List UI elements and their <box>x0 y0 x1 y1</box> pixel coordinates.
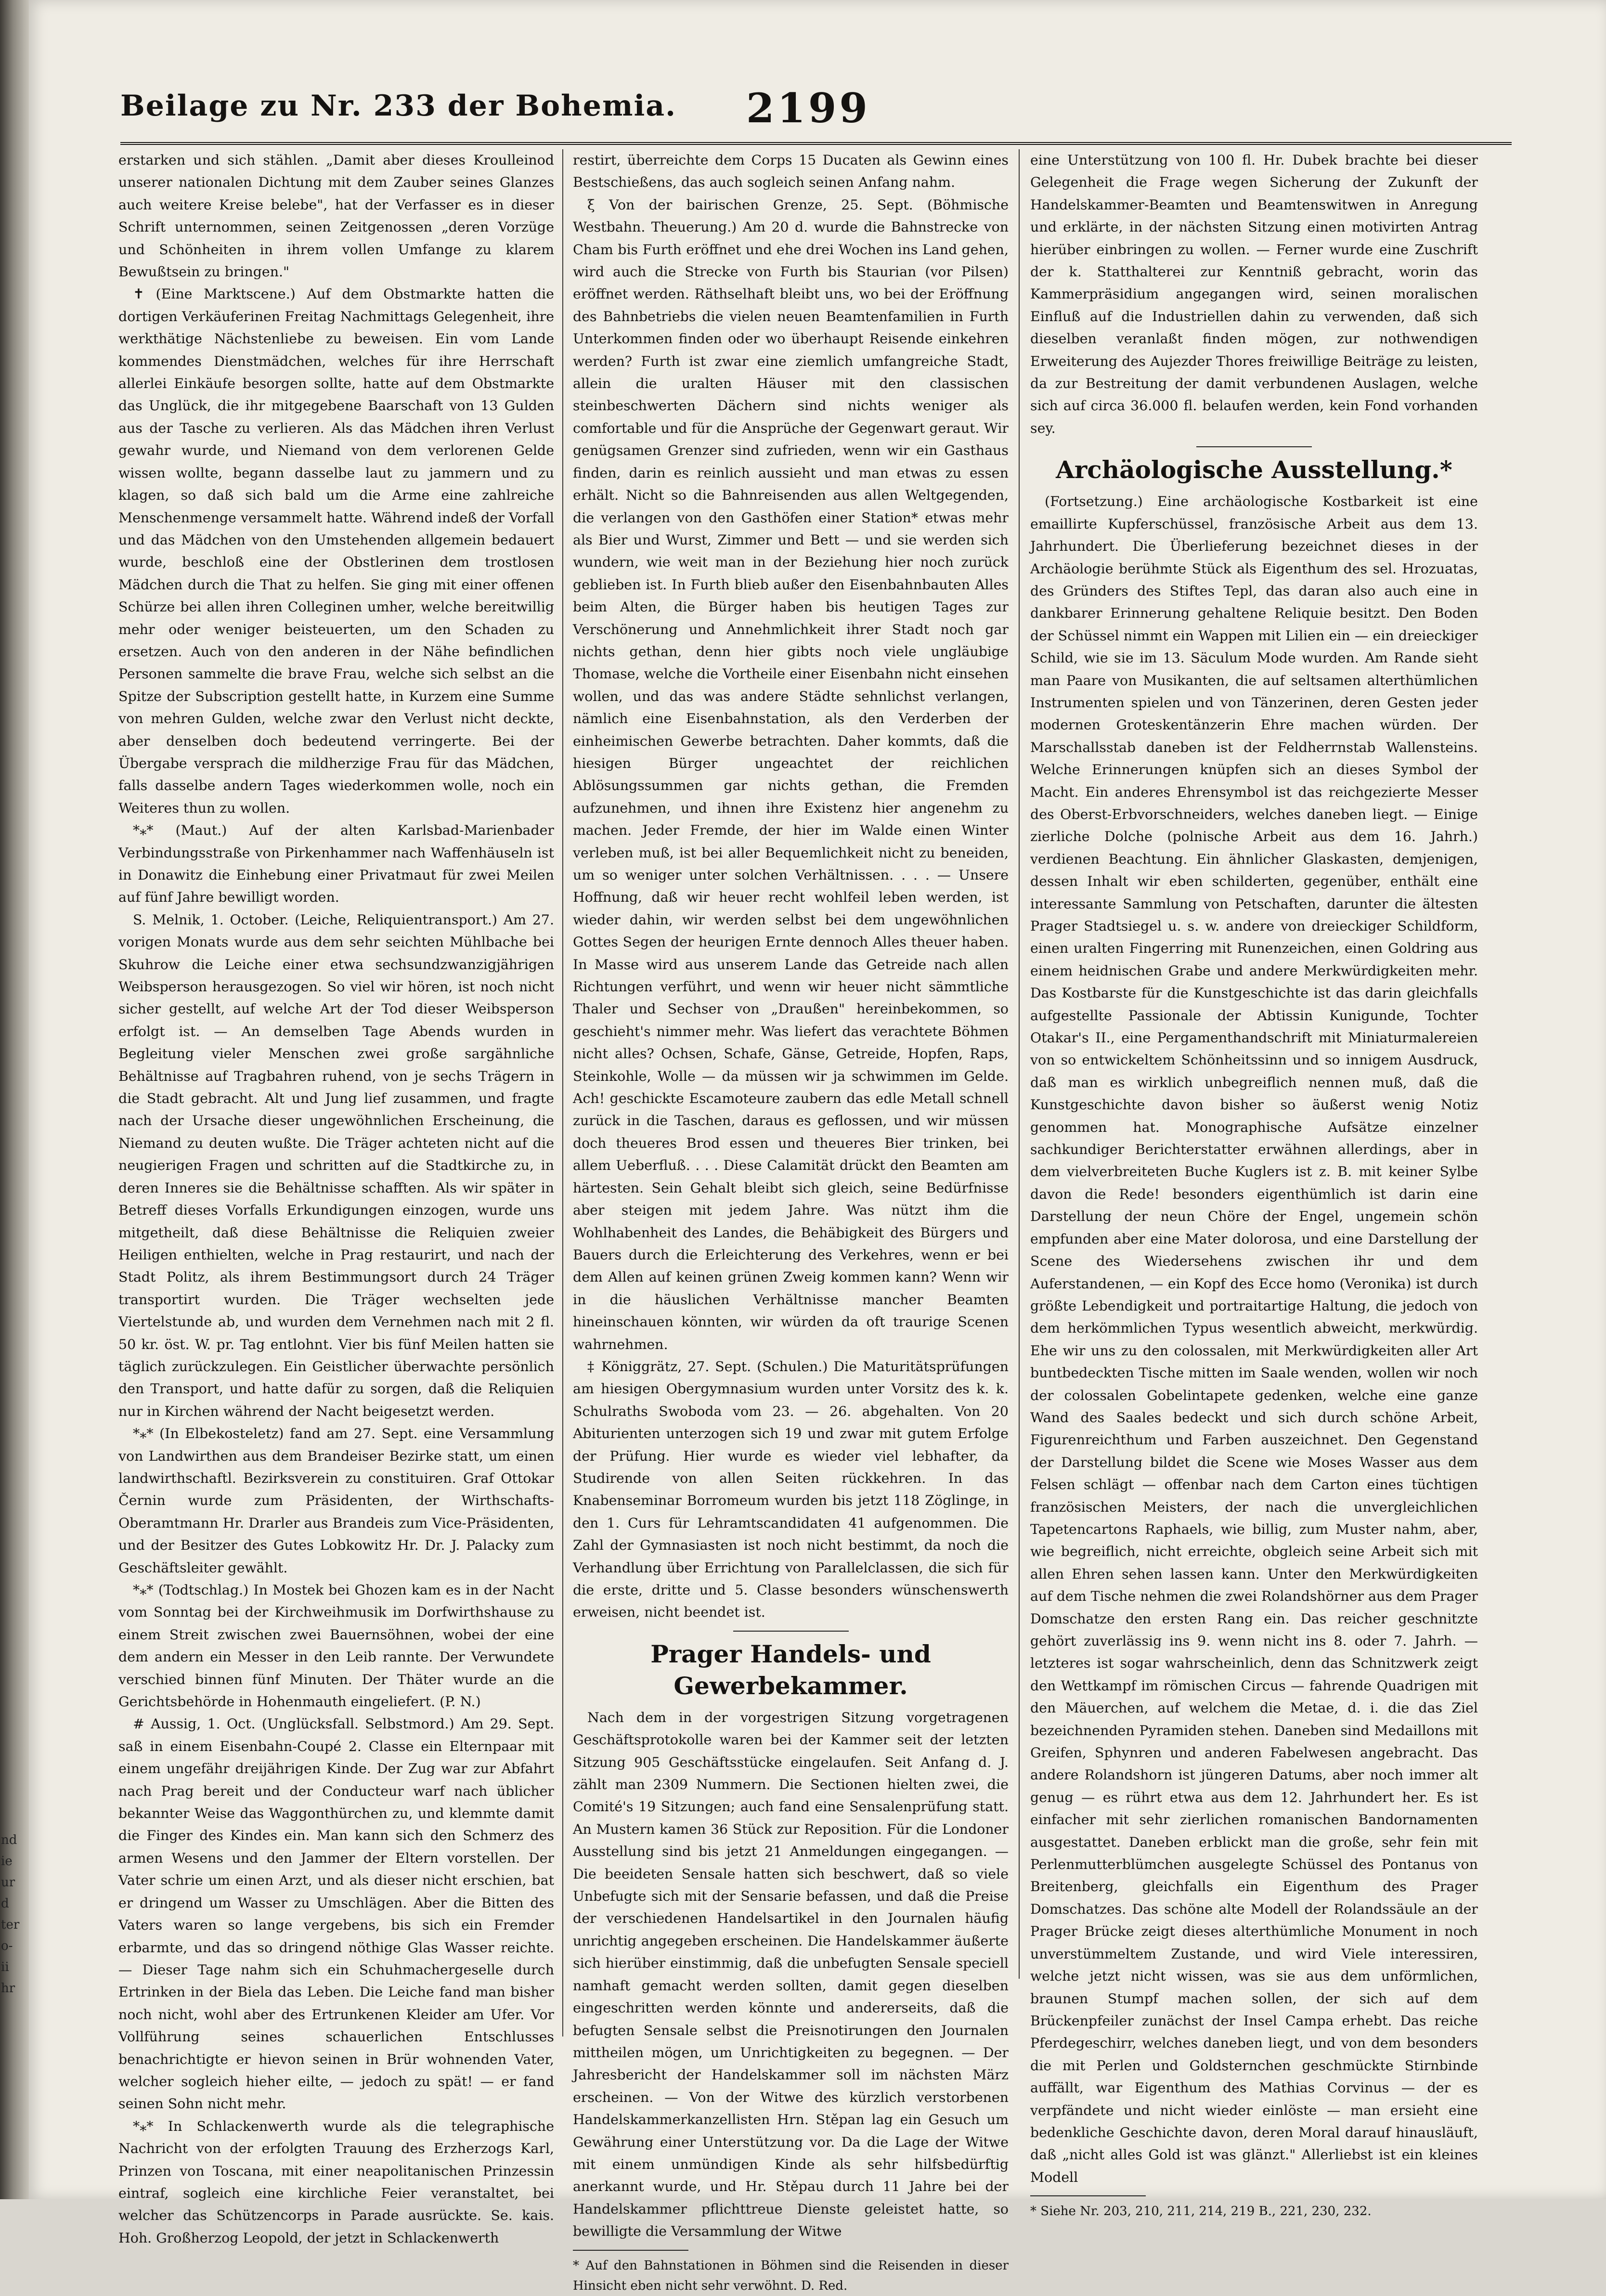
article-paragraph: eine Unterstützung von 100 fl. Hr. Dubek brachte bei dieser Gelegenheit die Frage wegen Sicherung der Zukunft der Handelskammer-Beamten und Beamtenswitwen in Anregung und erklärte, in der nächsten Sitzung einen motivirten Antrag hierüber einbringen zu wollen. — Ferner wurde eine Zuschrift der k. Statthalterei zur Kenntniß gebracht, worin das Kammerpräsidium angegangen wird, seinen moralischen Einfluß auf die Industriellen dahin zu verwenden, daß sich dieselben veranlaßt finden mögen, zur nothwendigen Erweiterung des Aujezder Thores freiwillige Beiträge zu leisten, da zur Bestreitung der damit verbundenen Auslagen, welche sich auf circa 36.000 fl. belaufen werden, kein Fond vorhanden sey. <box>1030 152 1478 436</box>
column-divider-2 <box>1019 149 1020 1979</box>
supplement-title: Beilage zu Nr. 233 der Bohemia. <box>120 89 677 123</box>
edge-stub-fragment: o- <box>1 1939 13 1953</box>
edge-stub-fragment: ie <box>1 1854 13 1868</box>
page-number: 2199 <box>746 84 870 132</box>
article-paragraph: *⁎* (Todtschlag.) In Mostek bei Ghozen kam es in der Nacht vom Sonntag bei der Kirchweihmusik im Dorfwirthshause zu einem Streit zwischen zwei Bauernsöhnen, wobei der eine dem andern ein Messer in den Leib rannte. Der Verwundete verschied binnen fünf Minuten. Der Thäter wurde an die Gerichtsbehörde in Hohenmauth eingeliefert. (P. N.) <box>118 1582 554 1710</box>
article-paragraph: *⁎* (Maut.) Auf der alten Karlsbad-Marienbader Verbindungsstraße von Pirkenhammer nach Waffenhäuseln ist in Donawitz die Einhebung einer Privatmaut für zwei Meilen auf fünf Jahre bewilligt worden. <box>118 822 554 906</box>
edge-stub-fragment: d <box>1 1896 9 1911</box>
footnote-column-2: * Auf den Bahnstationen in Böhmen sind die Reisenden in dieser Hinsicht eben nicht sehr verwöhnt. D. Red. <box>573 2258 1009 2293</box>
edge-stub-fragment: hr <box>1 1981 15 1996</box>
article-paragraph: erstarken und sich stählen. „Damit aber dieses Kroulleinod unserer nationalen Dichtung mit dem Zauber seines Glanzes auch weitere Kreise belebe", hat der Verfasser es in dieser Schrift unternommen, seinen Zeitgenossen „deren Vorzüge und Schönheiten in ihrem vollen Umfange zu klarem Bewußtsein zu bringen." <box>118 152 554 280</box>
footnote-rule <box>573 2250 688 2251</box>
article-paragraph: (Fortsetzung.) Eine archäologische Kostbarkeit ist eine emaillirte Kupferschüssel, französische Arbeit aus dem 13. Jahrhundert. Die Überlieferung bezeichnet dieses in der Archäologie berühmte Stück als Eigenthum des sel. Hrozuatas, des Gründers des Stiftes Tepl, das daran also auch eine in dankbarer Erinnerung gehaltene Reliquie besitzt. Den Boden der Schüssel nimmt ein Wappen mit Lilien ein — ein dreieckiger Schild, wie sie im 13. Säculum Mode wurden. Am Rande sieht man Paare von Musikanten, die auf seltsamen alterthümlichen Instrumenten spielen und von Tänzerinen, deren Gesten jeder modernen Groteskentänzerin Ehre machen würden. Der Marschallsstab daneben ist der Feldherrnstab Wallensteins. Welche Erinnerungen knüpfen sich an dieses Symbol der Macht. Ein anderes Ehrensymbol ist das reichgezierte Messer des Oberst-Erbvorschneiders, welches daneben liegt. — Einige zierliche Dolche (polnische Arbeit aus dem 16. Jahrh.) verdienen Beachtung. Ein ähnlicher Glaskasten, demjenigen, dessen Inhalt wir eben schilderten, gegenüber, enthält eine interessante Sammlung von Petschaften, darunter die ältesten Prager Stadtsiegel u. s. w. andere von dreieckiger Schildform, einen uralten Fingerring mit Runenzeichen, einen Goldring aus einem heidnischen Grabe und andere Merkwürdigkeiten mehr. Das Kostbarste für die Kunstgeschichte ist das darin gleichfalls aufgestellte Passionale der Abtissin Kunigunde, Tochter Otakar's II., eine Pergamenthandschrift mit Miniaturmalereien von so entwickeltem Schönheitssinn und so innigem Ausdruck, daß man es wirklich unbegreiflich nennen muß, daß die Kunstgeschichte davon bisher so äußerst wenig Notiz genommen hat. Monographische Aufsätze einzelner sachkundiger Berichterstatter erwähnen allerdings, aber in dem vielverbreiteten Buche Kuglers ist z. B. mit keiner Sylbe davon die Rede! besonders eigenthümlich ist darin eine Darstellung der neun Chöre der Engel, ungemein schön empfunden aber eine Mater dolorosa, und eine Darstellung der Scene des Wiedersehens zwischen ihr und dem Auferstandenen, — ein Kopf des Ecce homo (Veronika) ist durch größte Lebendigkeit und portraitartige Haltung, die jedoch von dem herkömmlichen Typus wesentlich abweicht, merkwürdig. Ehe wir uns zu den colossalen, mit Merkwürdigkeiten aller Art buntbedeckten Tische mitten im Saale wenden, wollen wir noch der colossalen Gobelintapete gedenken, welche eine ganze Wand des Saales bedeckt und sich durch schöne Arbeit, Figurenreichthum und Farben auszeichnet. Den Gegenstand der Darstellung bildet die Scene wie Moses Wasser aus dem Felsen schlägt — offenbar nach dem Carton eines tüchtigen französischen Meisters, der nach die unvergleichlichen Tapetencartons Raphaels, wie billig, zum Muster nahm, aber, wie begreiflich, nicht erreichte, obgleich seine Arbeit sich mit allen Ehren sehen lassen kann. Unter den Merkwürdigkeiten auf dem Tische nehmen die zwei Rolandshörner aus dem Prager Domschatze den ersten Rang ein. Das reicher geschnitzte gehört zuverlässig ins 9. wenn nicht ins 8. oder 7. Jahrh. — letzteres ist sogar wahrscheinlich, denn das Schnitzwerk zeigt den Wettkampf im römischen Circus — fahrende Quadrigen mit den Mäuerchen, auf welchem die Metae, d. i. die das Ziel bezeichnenden Pyramiden stehen. Daneben sind Medaillons mit Greifen, Sphynren und anderen Fabelwesen angebracht. Das andere Rolandshorn ist jüngeren Datums, aber noch immer alt genug — es rührt etwa aus dem 12. Jahrhundert her. Es ist einfacher mit sehr zierlichen romanischen Bandornamenten ausgestattet. Daneben erblickt man die große, sehr fein mit Perlenmutterblümchen ausgelegte Schüssel des Pontanus von Breitenberg, gleichfalls ein Eigenthum des Prager Domschatzes. Das schöne alte Modell der Rolandssäule an der Prager Brücke zeigt dieses alterthümliche Monument in noch unverstümmeltem Zustande, und wird Viele interessiren, welche jetzt nicht wissen, was sie aus dem unförmlichen, braunen Stumpf machen sollen, der sich auf dem Brückenpfeiler zunächst der Insel Campa erhebt. Das reiche Pferdegeschirr, welches daneben liegt, und von dem besonders die mit Perlen und Goldsternchen geschmückte Stirnbinde auffällt, war Eigenthum des Mathias Corvinus — der es verpfändete und nicht wieder einlöste — man ersieht eine bedenkliche Geschichte davon, deren Moral darauf hinausläuft, daß „nicht alles Gold ist was glänzt." Allerliebst ist ein kleines Modell <box>1030 493 1478 2185</box>
column-3-body-top <box>1030 149 1478 440</box>
article-paragraph: # Aussig, 1. Oct. (Unglücksfall. Selbstmord.) Am 29. Sept. saß in einem Eisenbahn-Coupé 2. Classe ein Elternpaar mit einem ungefähr dreijährigen Kinde. Der Zug war zur Abfahrt nach Prag bereit und der Conducteur warf nach üblicher bekannter Weise das Waggonthürchen zu, und klemmte damit die Finger des Kindes ein. Man kann sich den Schmerz des armen Wesens und den Jammer der Eltern vorstellen. Der Vater schrie um einen Arzt, und als dieser nicht erschien, bat er dringend um Wasser zu Umschlägen. Aber die Bitten des Vaters waren so lange vergebens, bis sich ein Fremder erbarmte, und das so dringend nöthige Glas Wasser reichte. — Dieser Tage nahm sich ein Schuhmachergeselle durch Ertrinken in der Biela das Leben. Die Leiche fand man bisher noch nicht, wohl aber des Ertrunkenen Kleider am Ufer. Vor Vollführung seines schauerlichen Entschlusses benachrichtigte er hievon seinen in Brür wohnenden Vater, welcher sogleich hieher eilte, — jedoch zu spät! — er fand seinen Sohn nicht mehr. <box>118 1716 554 2112</box>
section-heading-handelskammer: Prager Handels- und Gewerbekammer. <box>650 1639 931 1700</box>
article-paragraph: ✝ (Eine Marktscene.) Auf dem Obstmarkte hatten die dortigen Verkäuferinen Freitag Nachmittags Gelegenheit, ihre werkthätige Nächstenliebe zu beweisen. Ein vom Lande kommendes Dienstmädchen, welches für ihre Herrschaft allerlei Einkäufe besorgen sollte, hatte auf dem Obstmarkte das Unglück, die ihr mitgegebene Baarschaft von 13 Gulden aus der Tasche zu verlieren. Als das Mädchen ihren Verlust gewahr wurde, und Niemand von dem verlorenen Gelde wissen wollte, begann dasselbe laut zu jammern und zu klagen, so daß sich bald um die Arme eine zahlreiche Menschenmenge versammelt hatte. Während indeß der Vorfall und das Mädchen von den Umstehenden allgemein bedauert wurde, beschloß eine der Obstlerinen dem trostlosen Mädchen durch die That zu helfen. Sie ging mit einer offenen Schürze bei allen ihren Colleginen umher, welche bereitwillig mehr oder weniger beisteuerten, um den Schaden zu ersetzen. Auch von den anderen in der Nähe befindlichen Personen sammelte die brave Frau, welche sich selbst an die Spitze der Subscription gestellt hatte, in Kurzem eine Summe von mehren Gulden, welche zwar den Verlust nicht deckte, aber denselben doch bedeutend verringerte. Bei der Übergabe versprach die mildherzige Frau für das Mädchen, falls dasselbe andern Tages wiederkommen wolle, noch ein Weiteres thun zu wollen. <box>118 286 554 816</box>
article-paragraph: *⁎* In Schlackenwerth wurde als die telegraphische Nachricht von der erfolgten Trauung des Erzherzogs Karl, Prinzen von Toscana, mit einer neapolitanischen Prinzessin eintraf, sogleich eine kirchliche Feier veranstaltet, bei welcher das Schützencorps in Parade ausrückte. Se. kais. Hoh. Großherzog Leopold, der jetzt in Schlackenwerth <box>118 2118 554 2246</box>
column-1-body <box>118 149 554 2249</box>
section-heading-archaeologie: Archäologische Ausstellung.* <box>1056 455 1452 484</box>
column-2 <box>573 149 1009 2293</box>
article-paragraph: *⁎* (In Elbekosteletz) fand am 27. Sept. eine Versammlung von Landwirthen aus dem Brandeiser Bezirke statt, um einen landwirthschaftl. Bezirksverein zu constituiren. Graf Ottokar Černin wurde zum Präsidenten, der Wirthschafts-Oberamtmann Hr. Drarler aus Brandeis zum Vice-Präsidenten, und der Besitzer des Gutes Lobkowitz Hr. Dr. J. Palacky zum Geschäftsleiter gewählt. <box>118 1426 554 1576</box>
column-2-body-top <box>573 149 1009 1624</box>
article-paragraph: ξ Von der bairischen Grenze, 25. Sept. (Böhmische Westbahn. Theuerung.) Am 20 d. wurde die Bahnstrecke von Cham bis Furth eröffnet und ehe drei Wochen ins Land gehen, wird auch die Strecke von Furth bis Staurian (vor Pilsen) eröffnet werden. Räthselhaft bleibt uns, wo bei der Eröffnung des Bahnbetriebs die vielen neuen Beamtenfamilien in Furth Unterkommen finden oder wo überhaupt Reisende einkehren werden? Furth ist zwar eine ziemlich umfangreiche Stadt, allein die uralten Häuser mit den classischen steinbeschwerten Dächern sind nichts weniger als comfortable und für die Ansprüche der Gegenwart geraut. Wir genügsamen Grenzer sind zufrieden, wenn wir ein Gasthaus finden, darin es reinlich aussieht und man etwas zu essen erhält. Nicht so die Bahnreisenden aus allen Weltgegenden, die verlangen von den Gasthöfen einer Station* etwas mehr als Bier und Wurst, Zimmer und Bett — und sie werden sich wundern, wie weit man in der Beziehung hier noch zurück geblieben ist. In Furth blieb außer den Eisenbahnbauten Alles beim Alten, die Bürger haben bis heutigen Tages zur Verschönerung und Annehmlichkeit ihrer Stadt noch gar nichts gethan, denn hier gibts noch viele ungläubige Thomase, welche die Vortheile einer Eisenbahn nicht einsehen wollen, und das was andere Städte sehnlichst verlangen, nämlich eine Eisenbahnstation, als den Verderben der einheimischen Gewerbe betrachten. Daher kommts, daß die hiesigen Bürger ungeachtet der reichlichen Ablösungssummen gar nichts gethan, die Fremden aufzunehmen, und ihnen ihre Existenz hier angenehm zu machen. Jeder Fremde, der hier im Walde einen Winter verleben muß, ist bei aller Bequemlichkeit nicht zu beneiden, um so weniger unter solchen Verhältnissen. . . . — Unsere Hoffnung, daß wir heuer recht wohlfeil leben werden, ist wieder dahin, wir werden selbst bei dem ungewöhnlichen Gottes Segen der heurigen Ernte dennoch Alles theuer haben. In Masse wird aus unserem Lande das Getreide nach allen Richtungen verführt, und wenn wir heuer nicht sämmtliche Thaler und Sechser von „Draußen" hereinbekommen, so geschieht's nimmer mehr. Was liefert das verachtete Böhmen nicht alles? Ochsen, Schafe, Gänse, Getreide, Hopfen, Raps, Steinkohle, Wolle — da müssen wir ja schwimmen im Gelde. Ach! geschickte Escamoteure zaubern das edle Metall schnell zurück in die Taschen, daraus es geflossen, und wir müssen doch theueres Brod essen und theueres Bier trinken, bei allem Ueberfluß. . . . Diese Calamität drückt den Beamten am härtesten. Sein Gehalt bleibt sich gleich, seine Bedürfnisse aber steigen mit jedem Jahre. Was nützt ihm die Wohlhabenheit des Landes, die Behäbigkeit des Bürgers und Bauers durch die Erleichterung des Verkehres, wenn er bei dem Allen auf keinen grünen Zweig kommen kann? Wenn wir in die häuslichen Verhältnisse mancher Beamten hineinschauen könnten, wir würden da oft traurige Scenen wahrnehmen. <box>573 196 1009 1352</box>
section-divider <box>733 1631 849 1632</box>
edge-stub-fragment: ii <box>1 1960 9 1974</box>
article-paragraph: Nach dem in der vorgestrigen Sitzung vorgetragenen Geschäftsprotokolle waren bei der Kammer seit der letzten Sitzung 905 Geschäftsstücke eingelaufen. Seit Anfang d. J. zählt man 2309 Nummern. Die Sectionen hielten zwei, die Comité's 19 Sitzungen; auch fand eine Sensalenprüfung statt. An Mustern kamen 36 Stück zur Reposition. Für die Londoner Ausstellung sind bis jetzt 21 Anmeldungen eingegangen. — Die beeideten Sensale hatten sich beschwert, daß so viele Unbefugte sich mit der Sensarie befassen, und daß die Preise der verschiedenen Handelsartikel in den Journalen häufig unrichtig angegeben erscheinen. Die Handelskammer äußerte sich hierüber einstimmig, daß die unbefugten Sensale speciell namhaft gemacht werden sollten, damit gegen dieselben eingeschritten werden könnte und andererseits, daß die befugten Sensale selbst die Preisnotirungen den Journalen mittheilen mögen, um Unrichtigkeiten zu begegnen. — Der Jahresbericht der Handelskammer soll im nächsten März erscheinen. — Von der Witwe des kürzlich verstorbenen Handelskammerkanzellisten Hrn. Stěpan lag ein Gesuch um Gewährung einer Unterstützung vor. Da die Lage der Witwe mit einem unmündigen Kinde als sehr hilfsbedürftig anerkannt wurde, und Hr. Stěpau durch 11 Jahre bei der Handelskammer pflichttreue Dienste geleistet hatte, so bewilligte die Versammlung der Witwe <box>573 1709 1009 2240</box>
article-paragraph: restirt, überreichte dem Corps 15 Ducaten als Gewinn eines Bestschießens, das auch sogleich seinen Anfang nahm. <box>573 152 1009 191</box>
column-divider-1 <box>562 149 563 2037</box>
column-1 <box>118 149 554 2246</box>
column-3 <box>1030 149 1478 2219</box>
footnote-rule <box>1030 2195 1146 2196</box>
edge-stub-fragment: nd <box>1 1833 17 1847</box>
edge-stub-fragment: ur <box>1 1875 15 1890</box>
column-3-body-bottom <box>1030 491 1478 2189</box>
header-rule <box>120 142 1512 145</box>
column-2-body-bottom <box>573 1707 1009 2243</box>
article-paragraph: S. Melnik, 1. October. (Leiche, Reliquientransport.) Am 27. vorigen Monats wurde aus dem sehr seichten Mühlbache bei Skuhrow die Leiche einer etwa sechsundzwanzigjährigen Weibsperson herausgezogen. So viel wir hören, ist noch nicht sicher gestellt, auf welche Art der Tod dieser Weibsperson erfolgt ist. — An demselben Tage Abends wurden in Begleitung vieler Menschen zwei große sargähnliche Behältnisse auf Tragbahren ruhend, von je sechs Trägern in die Stadt gebracht. Alt und Jung lief zusammen, und fragte nach der Ursache dieser ungewöhnlichen Erscheinung, die Niemand zu deuten wußte. Die Träger achteten nicht auf die neugierigen Fragen und schritten auf die Stadtkirche zu, in deren Inneres sie die Behältnisse schafften. Als wir später in Betreff dieses Vorfalls Erkundigungen einzogen, wurde uns mitgetheilt, daß diese Behältnisse die Reliquien zweier Heiligen enthielten, welche in Prag restaurirt, und nach der Stadt Politz, als ihrem Bestimmungsort durch 24 Träger transportirt wurden. Die Träger wechselten jede Viertelstunde ab, und wurden dem Vernehmen nach mit 2 fl. 50 kr. öst. W. pr. Tag entlohnt. Vier bis fünf Meilen hatten sie täglich zurückzulegen. Ein Geistlicher überwachte persönlich den Transport, und hatte dafür zu sorgen, daß die Reliquien nur in Kirchen während der Nacht beigesetzt werden. <box>118 911 554 1419</box>
page-header <box>120 84 1516 137</box>
section-divider <box>1196 446 1312 447</box>
footnote-column-3: * Siehe Nr. 203, 210, 211, 214, 219 B., 221, 230, 232. <box>1030 2204 1372 2219</box>
edge-stub-fragment: ter <box>1 1918 20 1932</box>
article-paragraph: ‡ Königgrätz, 27. Sept. (Schulen.) Die Maturitätsprüfungen am hiesigen Obergymnasium wurden unter Vorsitz des k. k. Schulraths Swoboda vom 23. — 26. abgehalten. Von 20 Abiturienten unterzogen sich 19 und zwar mit gutem Erfolge der Prüfung. Hier wurde es wieder viel lebhafter, da Studirende von allen Seiten rückkehren. In das Knabenseminar Borromeum wurden bis jetzt 118 Zöglinge, in den 1. Curs für Lehramtscandidaten 41 aufgenommen. Die Zahl der Gymnasiasten ist noch nicht bestimmt, da noch die Verhandlung über Errichtung von Parallelclassen, die sich für die erste, dritte und 5. Classe besonders wünschenswerth erweisen, nicht beendet ist. <box>573 1358 1009 1621</box>
